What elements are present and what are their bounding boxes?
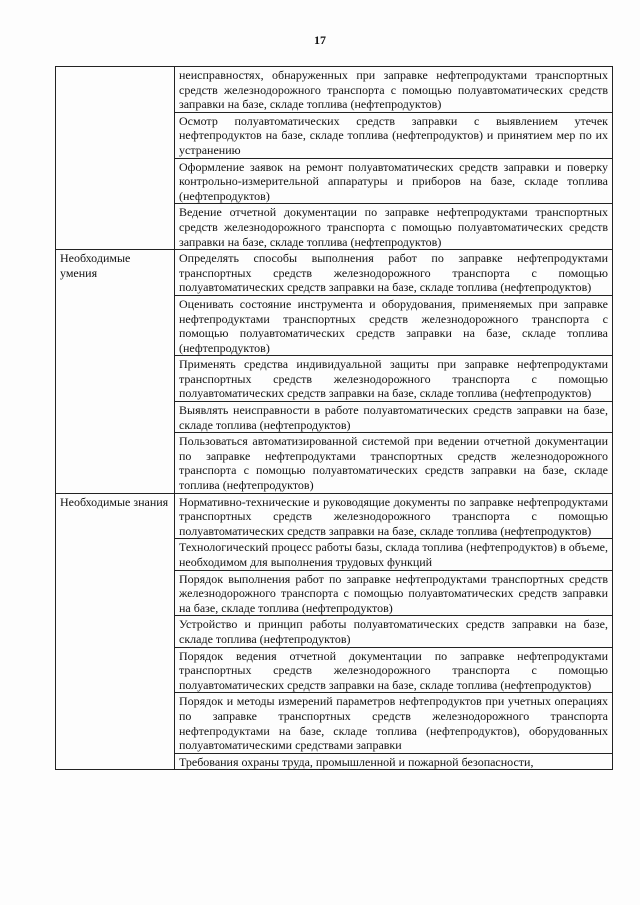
table-cell-item: Порядок выполнения работ по заправке нефтепродуктами транспортных средств железнодорожного транспорта с помощью полуавтоматических средств заправки на базе, складе топлива (нефтепродуктов) [175,570,613,616]
table-cell-item: Порядок ведения отчетной документации по заправке нефтепродуктами транспортных средств железнодорожного транспорта с помощью полуавтоматических средств заправки на базе, складе топлива (нефтепродуктов) [175,647,613,693]
table-cell-item: Технологический процесс работы базы, склада топлива (нефтепродуктов) в объеме, необходимом для выполнения трудовых функций [175,539,613,570]
table-cell-item: Выявлять неисправности в работе полуавтоматических средств заправки на базе, складе топлива (нефтепродуктов) [175,402,613,433]
table-cell-item: Оценивать состояние инструмента и оборудования, применяемых при заправке нефтепродуктами транспортных средств железнодорожного транспорта с помощью полуавтоматических средств заправки на базе, складе топлива (нефтепродуктов) [175,295,613,355]
table-cell-item: Ведение отчетной документации по заправке нефтепродуктами транспортных средств железнодорожного транспорта с помощью полуавтоматических средств заправки на базе, складе топлива (нефтепродуктов) [175,204,613,250]
table-cell-item: Пользоваться автоматизированной системой при ведении отчетной документации по заправке нефтепродуктами транспортных средств железнодорожного транспорта с помощью полуавтоматических средств заправки на базе, складе топлива (нефтепродуктов) [175,433,613,493]
table-cell-item: Порядок и методы измерений параметров нефтепродуктов при учетных операциях по заправке транспортных средств железнодорожного транспорта нефтепродуктами на базе, складе топлива (нефтепродуктов), оборудованных полуавтоматическими средствами заправки [175,693,613,753]
table-cell-item: Применять средства индивидуальной защиты при заправке нефтепродуктами транспортных средств железнодорожного транспорта с помощью полуавтоматических средств заправки на базе, складе топлива (нефтепродуктов) [175,356,613,402]
table-row [56,67,613,113]
table-row [56,250,613,296]
table-cell-item: неисправностях, обнаруженных при заправке нефтепродуктами транспортных средств железнодорожного транспорта с помощью полуавтоматических средств заправки на базе, складе топлива (нефтепродуктов) [175,67,613,113]
table-cell-item: Определять способы выполнения работ по заправке нефтепродуктами транспортных средств железнодорожного транспорта с помощью полуавтоматических средств заправки на базе, складе топлива (нефтепродуктов) [175,250,613,296]
row-label-skills: Необходимые умения [56,250,175,494]
table-cell-item: Устройство и принцип работы полуавтоматических средств заправки на базе, складе топлива (нефтепродуктов) [175,616,613,647]
table-cell-item: Осмотр полуавтоматических средств заправки с выявлением утечек нефтепродуктов на базе, складе топлива (нефтепродуктов) и принятием мер по их устранению [175,112,613,158]
row-label-knowledge: Необходимые знания [56,493,175,770]
table-cell-item: Оформление заявок на ремонт полуавтоматических средств заправки и поверку контрольно-измерительной аппаратуры и приборов на базе, складе топлива (нефтепродуктов) [175,158,613,204]
table-cell-item: Нормативно-технические и руководящие документы по заправке нефтепродуктами транспортных средств железнодорожного транспорта с помощью полуавтоматических средств заправки на базе, складе топлива (нефтепродуктов) [175,493,613,539]
requirements-table [55,66,613,770]
table-row [56,493,613,539]
row-label-empty [56,67,175,250]
page-number: 17 [314,33,326,47]
table-cell-item: Требования охраны труда, промышленной и пожарной безопасности, [175,753,613,770]
